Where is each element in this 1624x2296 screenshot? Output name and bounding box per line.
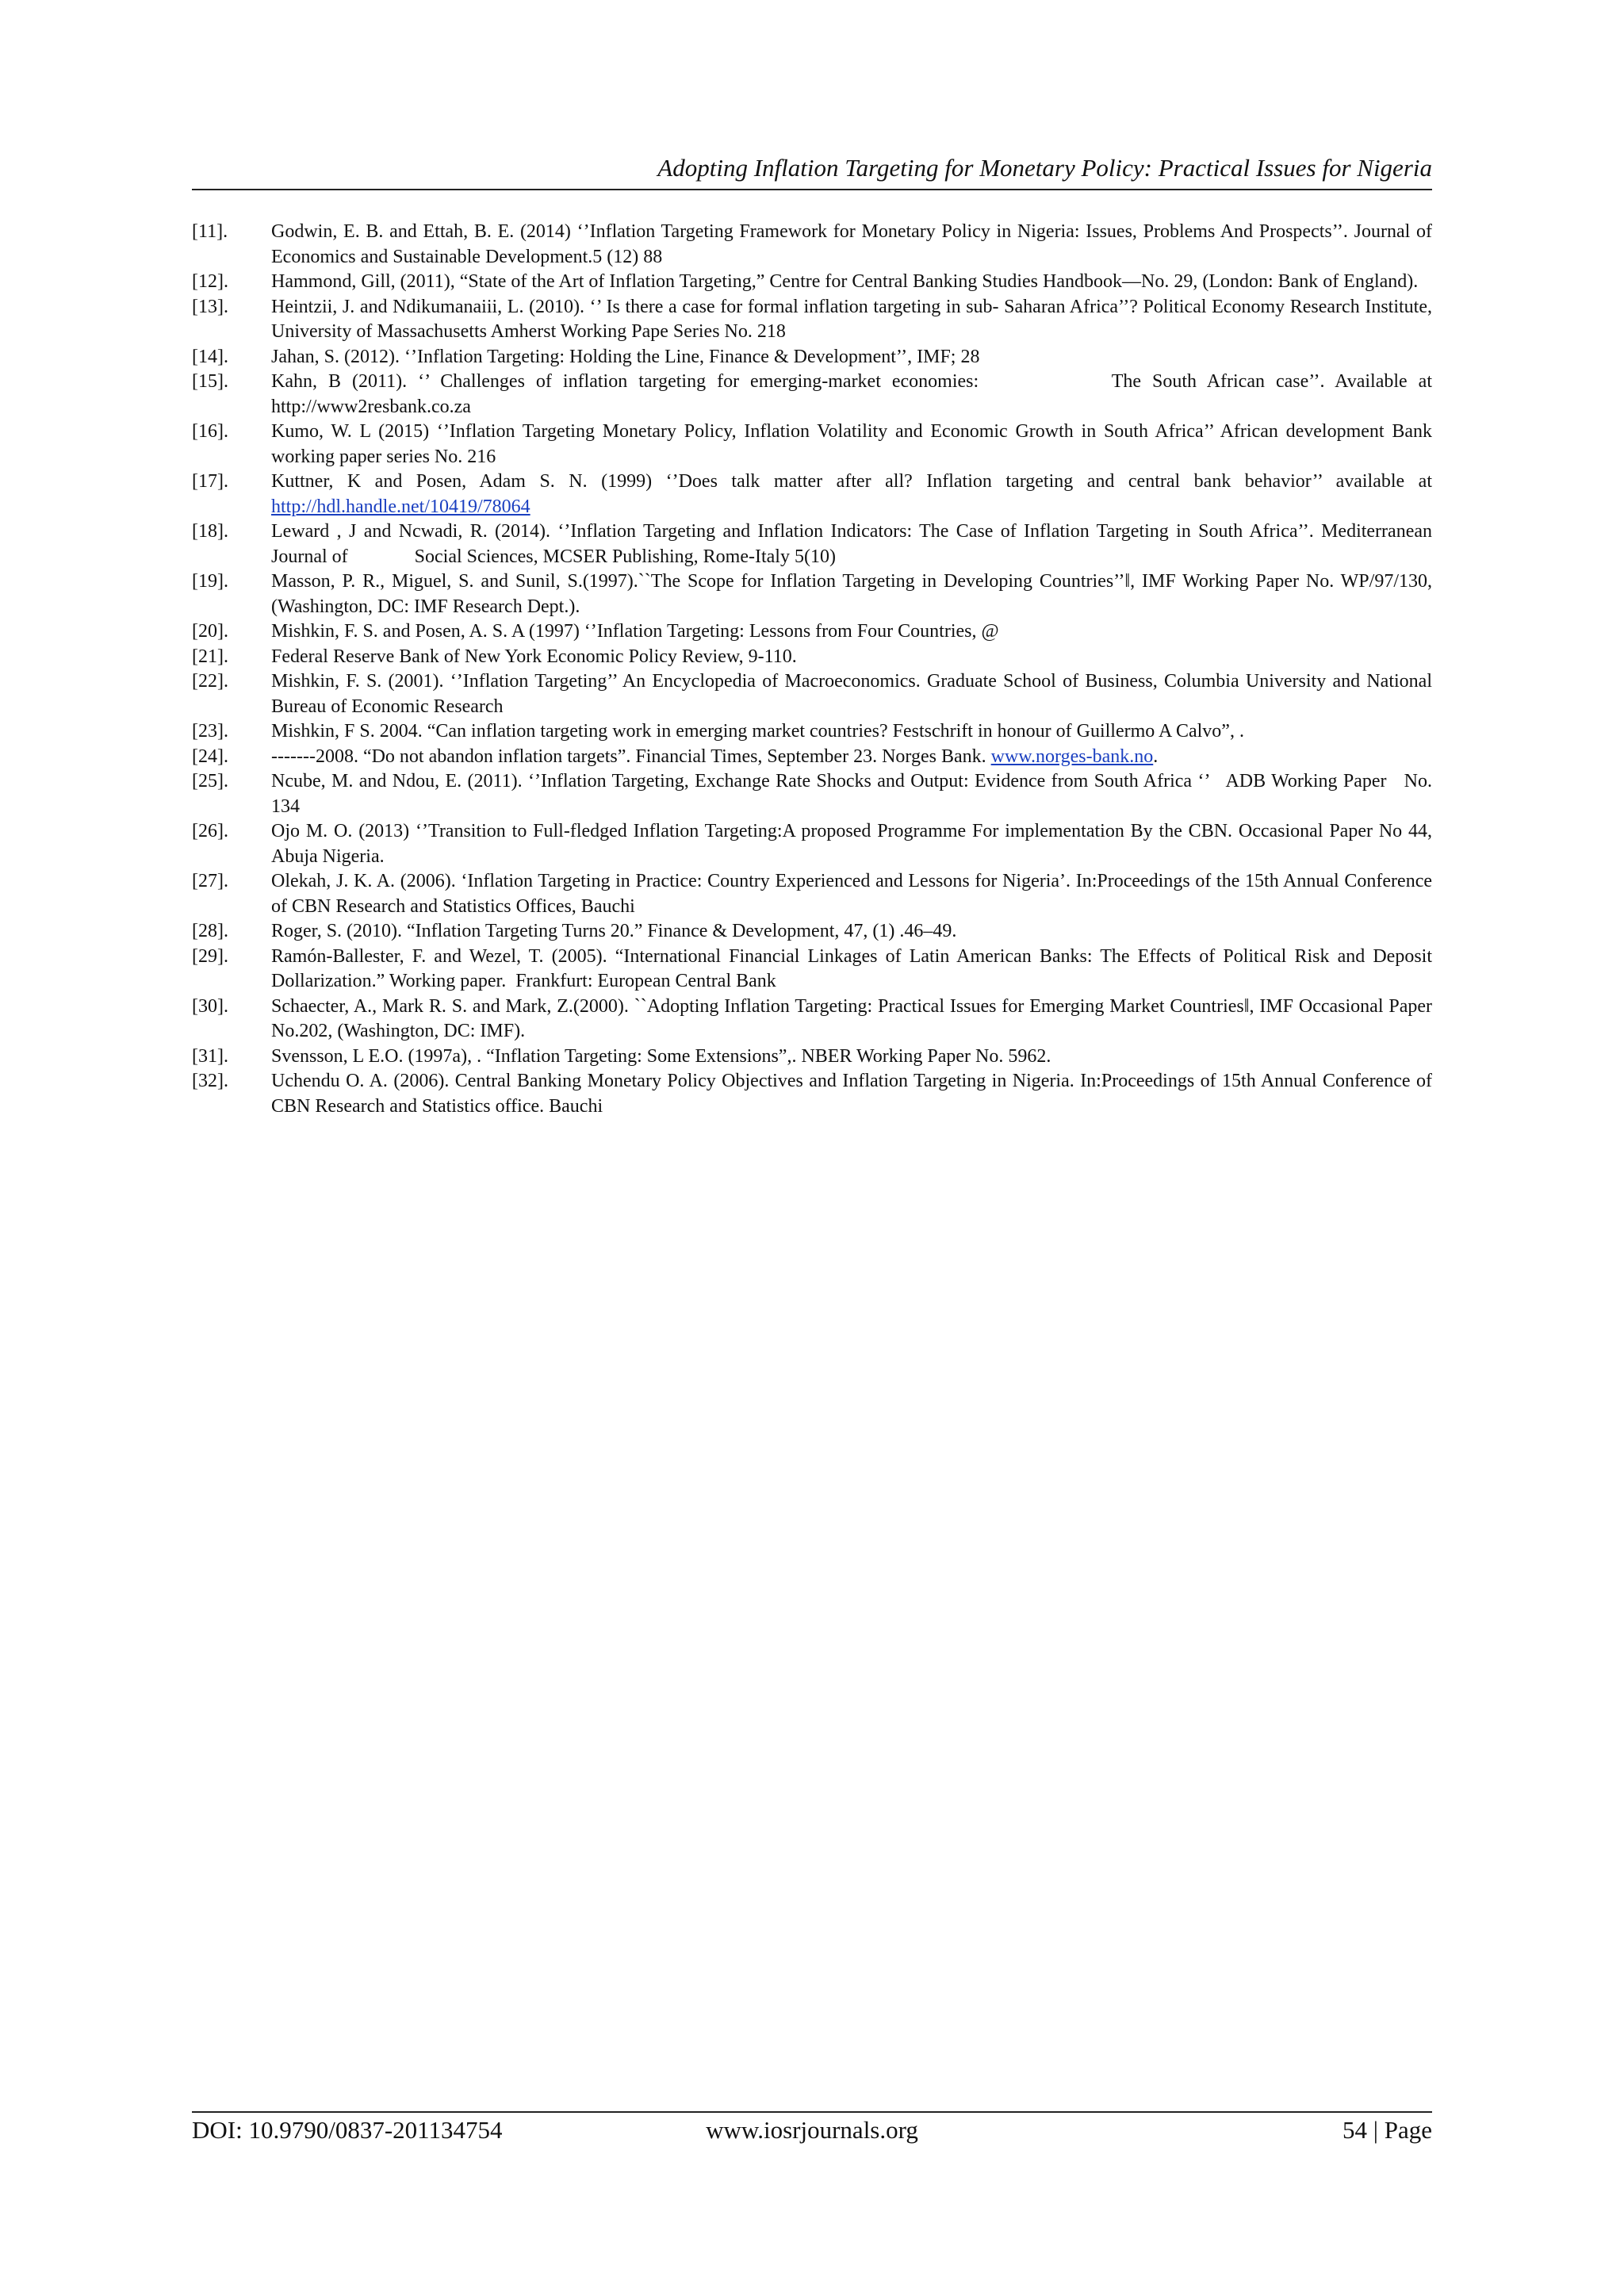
reference-number: [16].	[192, 421, 228, 442]
reference-text	[271, 919, 1432, 945]
reference-text	[271, 270, 1432, 295]
reference-item	[192, 945, 1437, 995]
reference-item	[192, 470, 1437, 519]
reference-number: [11].	[192, 221, 228, 242]
reference-number: [26].	[192, 821, 228, 841]
reference-text	[271, 869, 1437, 919]
running-header: Adopting Inflation Targeting for Monetary Policy: Practical Issues for Nigeria	[657, 154, 1432, 182]
reference-link[interactable]: http://hdl.handle.net/10419/78064	[271, 496, 530, 517]
reference-text-segment: Roger, S. (2010). “Inflation Targeting Turns 20.” Finance & Development, 47, (1) .46–49.	[271, 921, 957, 941]
reference-number: [25].	[192, 771, 228, 792]
reference-item	[192, 745, 1432, 770]
reference-text-segment: Leward , J and Ncwadi, R. (2014). ‘’Inflation Targeting and Inflation Indicators: The Case of Inflation Targeting in South Africa’’. Mediterranean Journal of Social Sciences, MCSER Publishing, Rome-Italy 5(10)	[271, 521, 1437, 567]
reference-text-segment: .	[1153, 746, 1159, 767]
reference-item	[192, 569, 1437, 619]
reference-item	[192, 769, 1437, 819]
reference-text-segment: Hammond, Gill, (2011), “State of the Art of Inflation Targeting,” Centre for Central Banking Studies Handbook—No. 29, (London: Bank of England).	[271, 271, 1419, 292]
reference-text	[271, 719, 1432, 745]
reference-text-segment: Ramón-Ballester, F. and Wezel, T. (2005). “International Financial Linkages of Latin American Banks: The Effects of Political Risk and Deposit Dollarization.” Working paper. Frankfurt: European Central Bank	[271, 945, 1437, 991]
reference-text	[271, 945, 1437, 995]
reference-text	[271, 769, 1437, 819]
reference-number: [20].	[192, 621, 228, 642]
reference-text-segment: Ojo M. O. (2013) ‘’Transition to Full-fledged Inflation Targeting:A proposed Programme For implementation By the CBN. Occasional Paper No 44, Abuja Nigeria.	[271, 821, 1436, 867]
reference-text	[271, 619, 1432, 645]
reference-text-segment: Jahan, S. (2012). ‘’Inflation Targeting: Holding the Line, Finance & Development’’, IMF; 28	[271, 346, 980, 367]
reference-number: [21].	[192, 646, 228, 667]
reference-text-segment: Schaecter, A., Mark R. S. and Mark, Z.(2000). ``Adopting Inflation Targeting: Practical Issues for Emerging Market Countries‖, IMF Occasional Paper No.202, (Washington, DC: IMF).	[271, 995, 1437, 1041]
reference-number: [14].	[192, 346, 228, 367]
reference-text	[271, 295, 1437, 345]
reference-text-segment: Kuttner, K and Posen, Adam S. N. (1999) ‘’Does talk matter after all? Inflation targeting and central bank behavior’’ available at	[271, 471, 1437, 492]
reference-item	[192, 669, 1437, 719]
reference-item	[192, 869, 1437, 919]
reference-number: [12].	[192, 271, 228, 292]
reference-text-segment: Masson, P. R., Miguel, S. and Sunil, S.(1997).``The Scope for Inflation Targeting in Developing Countries’’‖, IMF Working Paper No. WP/97/130, (Washington, DC: IMF Research Dept.).	[271, 571, 1437, 617]
reference-item	[192, 220, 1437, 270]
reference-text	[271, 1045, 1432, 1070]
reference-text-segment: -------2008. “Do not abandon inflation targets”. Financial Times, September 23. Norges Bank.	[271, 746, 991, 767]
reference-text	[271, 669, 1437, 719]
reference-text-segment: Olekah, J. K. A. (2006). ‘Inflation Targeting in Practice: Country Experienced and Lessons for Nigeria’. In:Proceedings of the 15th Annual Conference of CBN Research and Statistics Offices, Bauchi	[271, 871, 1437, 917]
reference-text	[271, 1069, 1437, 1119]
reference-text-segment: Mishkin, F S. 2004. “Can inflation targeting work in emerging market countries? Festschrift in honour of Guillermo A Calvo”, .	[271, 721, 1244, 742]
reference-text	[271, 220, 1437, 270]
reference-number: [23].	[192, 721, 228, 742]
reference-item	[192, 1045, 1432, 1070]
reference-text-segment: Mishkin, F. S. (2001). ‘’Inflation Targeting’’ An Encyclopedia of Macroeconomics. Graduate School of Business, Columbia University and National Bureau of Economic Research	[271, 671, 1437, 717]
reference-item	[192, 1069, 1437, 1119]
reference-item	[192, 995, 1437, 1045]
reference-number: [32].	[192, 1071, 228, 1091]
reference-item	[192, 295, 1437, 345]
reference-item	[192, 645, 1432, 670]
reference-number: [27].	[192, 871, 228, 891]
reference-number: [24].	[192, 746, 228, 767]
reference-item	[192, 519, 1437, 569]
reference-number: [30].	[192, 995, 228, 1017]
reference-number: [28].	[192, 921, 228, 941]
reference-text	[271, 745, 1432, 770]
reference-text-segment: Godwin, E. B. and Ettah, B. E. (2014) ‘’Inflation Targeting Framework for Monetary Policy in Nigeria: Issues, Problems And Prospects’’. Journal of Economics and Sustainable Development.5 (12) 88	[271, 221, 1437, 267]
reference-list	[192, 220, 1437, 1119]
reference-number: [19].	[192, 571, 228, 592]
reference-number: [31].	[192, 1045, 228, 1067]
reference-item	[192, 919, 1432, 945]
reference-text-segment: Ncube, M. and Ndou, E. (2011). ‘’Inflation Targeting, Exchange Rate Shocks and Output: Evidence from South Africa ‘’ ADB Working Paper No. 134	[271, 771, 1437, 817]
footer-doi: DOI: 10.9790/0837-201134754	[192, 2116, 503, 2144]
reference-text-segment: Kumo, W. L (2015) ‘’Inflation Targeting Monetary Policy, Inflation Volatility and Economic Growth in South Africa’’ African development Bank working paper series No. 216	[271, 421, 1437, 467]
footer-page-number: 54 | Page	[1342, 2116, 1432, 2144]
reference-text	[271, 420, 1437, 470]
reference-item	[192, 345, 1432, 370]
reference-number: [17].	[192, 471, 228, 492]
reference-item	[192, 270, 1432, 295]
reference-item	[192, 370, 1437, 420]
reference-item	[192, 719, 1432, 745]
reference-text	[271, 819, 1436, 869]
reference-number: [22].	[192, 671, 228, 692]
reference-text-segment: Kahn, B (2011). ‘’ Challenges of inflation targeting for emerging-market economies: The South African case’’. Available at http://www2resbank.co.za	[271, 371, 1437, 417]
reference-text	[271, 470, 1437, 519]
page-footer	[192, 2113, 1432, 2148]
reference-text	[271, 995, 1437, 1045]
reference-text	[271, 569, 1437, 619]
reference-link[interactable]: www.norges-bank.no	[990, 746, 1154, 767]
reference-text-segment: Mishkin, F. S. and Posen, A. S. A (1997) ‘’Inflation Targeting: Lessons from Four Countries, @	[271, 621, 999, 642]
reference-text	[271, 370, 1437, 420]
reference-text	[271, 345, 1432, 370]
reference-text-segment: Uchendu O. A. (2006). Central Banking Monetary Policy Objectives and Inflation Targeting in Nigeria. In:Proceedings of 15th Annual Conference of CBN Research and Statistics office. Bauchi	[271, 1071, 1437, 1117]
reference-text-segment: Heintzii, J. and Ndikumanaiii, L. (2010). ‘’ Is there a case for formal inflation targeting in sub- Saharan Africa’’? Political Economy Research Institute, University of Massachusetts Amherst Working Pape Series No. 218	[271, 296, 1437, 342]
reference-item	[192, 619, 1432, 645]
reference-number: [18].	[192, 521, 228, 542]
footer-website: www.iosrjournals.org	[706, 2116, 918, 2144]
reference-number: [13].	[192, 296, 228, 317]
reference-text-segment: Federal Reserve Bank of New York Economic Policy Review, 9-110.	[271, 646, 797, 667]
reference-text	[271, 645, 1432, 670]
reference-text-segment: Svensson, L E.O. (1997a), . “Inflation Targeting: Some Extensions”,. NBER Working Paper No. 5962.	[271, 1045, 1051, 1067]
reference-number: [29].	[192, 945, 228, 967]
reference-text	[271, 519, 1437, 569]
header-rule	[192, 189, 1432, 190]
reference-number: [15].	[192, 371, 228, 392]
reference-item	[192, 420, 1437, 470]
reference-item	[192, 819, 1436, 869]
